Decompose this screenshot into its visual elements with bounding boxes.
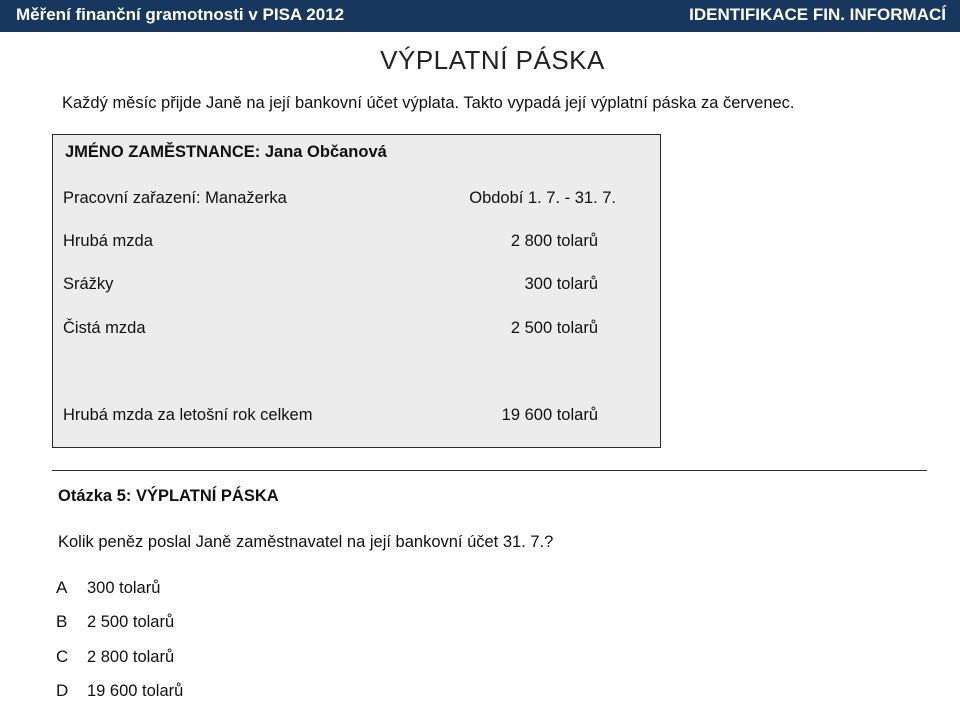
header-section-title: IDENTIFIKACE FIN. INFORMACÍ: [689, 5, 946, 24]
option-text: 2 800 tolarů: [87, 648, 175, 666]
header-bar: [0, 0, 960, 32]
page-title: VÝPLATNÍ PÁSKA: [380, 45, 605, 75]
intro-text: Každý měsíc přijde Janě na její bankovní účet výplata. Takto vypadá její výplatní páska za červenec.: [62, 94, 795, 112]
option-text: 19 600 tolarů: [87, 682, 184, 700]
answer-option-c[interactable]: [56, 647, 174, 667]
employee-name: JMÉNO ZAMĚSTNANCE: Jana Občanová: [65, 143, 387, 161]
gross-wage-label: Hrubá mzda: [63, 232, 153, 250]
question-title: Otázka 5: VÝPLATNÍ PÁSKA: [58, 487, 279, 505]
payslip-box: [52, 134, 661, 448]
net-wage-label: Čistá mzda: [63, 319, 146, 337]
option-letter: B: [56, 612, 68, 631]
yearly-gross-label: Hrubá mzda za letošní rok celkem: [63, 406, 313, 424]
period-value: Období 1. 7. - 31. 7.: [469, 189, 616, 207]
section-divider: [52, 470, 927, 471]
answer-option-d[interactable]: [56, 681, 183, 701]
answer-option-b[interactable]: [56, 612, 174, 632]
position-label: Pracovní zařazení: Manažerka: [63, 189, 287, 207]
answer-option-a[interactable]: [56, 578, 160, 598]
net-wage-value: 2 500 tolarů: [510, 319, 598, 337]
option-letter: A: [56, 578, 68, 597]
option-letter: C: [56, 647, 69, 666]
deductions-label: Srážky: [63, 275, 114, 293]
deductions-value: 300 tolarů: [524, 275, 598, 293]
question-text: Kolik peněz poslal Janě zaměstnavatel na její bankovní účet 31. 7.?: [58, 533, 554, 551]
yearly-gross-value: 19 600 tolarů: [501, 406, 598, 424]
gross-wage-value: 2 800 tolarů: [510, 232, 598, 250]
option-text: 2 500 tolarů: [87, 613, 175, 631]
option-text: 300 tolarů: [87, 579, 161, 597]
header-title: Měření finanční gramotnosti v PISA 2012: [16, 5, 345, 24]
option-letter: D: [56, 681, 69, 700]
